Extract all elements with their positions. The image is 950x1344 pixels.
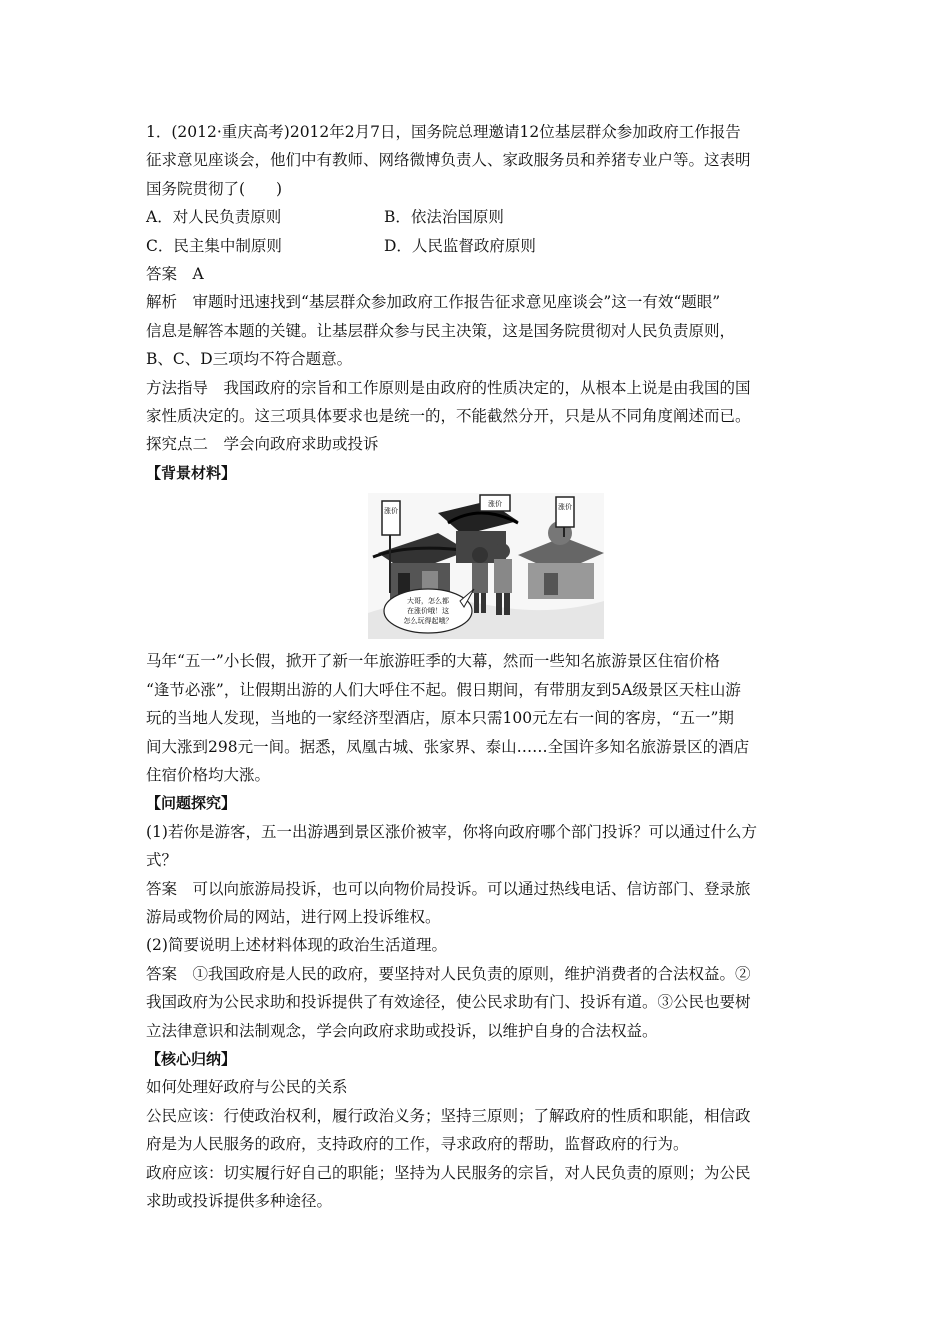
right-temple-drawing xyxy=(518,521,604,599)
inquiry-line: 立法律意识和法制观念，学会向政府求助或投诉，以维护自身的合法权益。 xyxy=(146,1021,658,1040)
question-stem xyxy=(146,118,826,203)
background-line: “逢节必涨”，让假期出游的人们大呼住不起。假日期间，有带朋友到5A级景区天柱山游 xyxy=(146,680,741,699)
summary-line: 政府应该：切实履行好自己的职能；坚持为人民服务的宗旨，对人民负责的原则；为公民 xyxy=(146,1163,751,1182)
summary-government xyxy=(146,1159,826,1216)
cartoon-image xyxy=(368,493,604,639)
summary-citizen xyxy=(146,1102,826,1159)
summary-title: 如何处理好政府与公民的关系 xyxy=(146,1078,348,1097)
analysis-line: 信息是解答本题的关键。让基层群众参与民主决策，这是国务院贯彻对人民负责原则， xyxy=(146,321,736,340)
summary-line: 府是为人民服务的政府，支持政府的工作，寻求政府的帮助，监督政府的行为。 xyxy=(146,1135,689,1154)
analysis xyxy=(146,288,826,373)
question-line: 征求意见座谈会，他们中有教师、网络微博负责人、家政服务员和养猪专业户等。这表明 xyxy=(146,151,751,170)
analysis-line: B、C、D三项均不符合题意。 xyxy=(146,350,353,369)
price-sign-text: 涨价 xyxy=(384,507,398,516)
inquiry-line: 我国政府为公民求助和投诉提供了有效途径，使公民求助有门、投诉有道。③公民也要树 xyxy=(146,993,751,1012)
inquiry-heading: 【问题探究】 xyxy=(146,794,237,813)
inquiry-answer-1 xyxy=(146,875,826,932)
options-row-1 xyxy=(146,203,826,231)
option-c: C．民主集中制原则 xyxy=(146,236,282,255)
bubble-text: 怎么玩得起哦？ xyxy=(403,617,453,626)
question-line: 国务院贯彻了( ) xyxy=(146,179,283,198)
price-sign-text: 涨价 xyxy=(558,503,572,512)
price-sign-text: 涨价 xyxy=(488,500,502,509)
method-line: 家性质决定的。这三项具体要求也是统一的，不能截然分开，只是从不同角度阐述而已。 xyxy=(146,407,751,426)
background-line: 马年“五一”小长假，掀开了新一年旅游旺季的大幕，然而一些知名旅游景区住宿价格 xyxy=(146,652,720,671)
method-line: 方法指导 我国政府的宗旨和工作原则是由政府的性质决定的，从根本上说是由我国的国 xyxy=(146,378,751,397)
background-line: 间大涨到298元一间。据悉，凤凰古城、张家界、泰山……全国许多知名旅游景区的酒店 xyxy=(146,737,750,756)
document-page xyxy=(146,118,826,1215)
bubble-text: 在涨价哦！这 xyxy=(407,607,449,616)
bubble-text: 大哥，怎么都 xyxy=(407,597,449,606)
method-guide xyxy=(146,374,826,431)
summary-line: 公民应该：行使政治权利，履行政治义务；坚持三原则；了解政府的性质和职能，相信政 xyxy=(146,1106,751,1125)
answer: 答案 A xyxy=(146,265,204,284)
options-row-2 xyxy=(146,232,826,260)
inquiry-line: 答案 ①我国政府是人民的政府，要坚持对人民负责的原则，维护消费者的合法权益。② xyxy=(146,964,751,983)
inquiry-line: 答案 可以向旅游局投诉，也可以向物价局投诉。可以通过热线电话、信访部门、登录旅 xyxy=(146,879,751,898)
question-line: 1．(2012·重庆高考)2012年2月7日，国务院总理邀请12位基层群众参加政府工作报告 xyxy=(146,123,741,141)
inquiry-line: 游局或物价局的网站，进行网上投诉维权。 xyxy=(146,907,441,926)
inquiry-answer-2 xyxy=(146,960,826,1045)
summary-heading: 【核心归纳】 xyxy=(146,1049,237,1068)
analysis-line: 解析 审题时迅速找到“基层群众参加政府工作报告征求意见座谈会”这一有效“题眼” xyxy=(146,293,721,312)
background-text xyxy=(146,647,826,789)
background-line: 住宿价格均大涨。 xyxy=(146,765,271,784)
price-sign xyxy=(556,497,574,527)
background-line: 玩的当地人发现，当地的一家经济型酒店，原本只需100元左右一间的客房，“五一”期 xyxy=(146,709,734,728)
inquiry-line: (1)若你是游客，五一出游遇到景区涨价被宰，你将向政府哪个部门投诉？可以通过什么方 xyxy=(146,822,757,841)
inquiry-question-2: (2)简要说明上述材料体现的政治生活道理。 xyxy=(146,936,447,955)
option-a: A．对人民负责原则 xyxy=(146,208,282,227)
option-b: B．依法治国原则 xyxy=(384,208,504,227)
option-d: D．人民监督政府原则 xyxy=(384,236,536,255)
section-title: 探究点二 学会向政府求助或投诉 xyxy=(146,435,379,454)
background-heading: 【背景材料】 xyxy=(146,463,237,482)
figure-area xyxy=(146,493,826,643)
inquiry-question-1 xyxy=(146,818,826,875)
summary-line: 求助或投诉提供多种途径。 xyxy=(146,1192,333,1210)
inquiry-line: 式？ xyxy=(146,851,178,870)
